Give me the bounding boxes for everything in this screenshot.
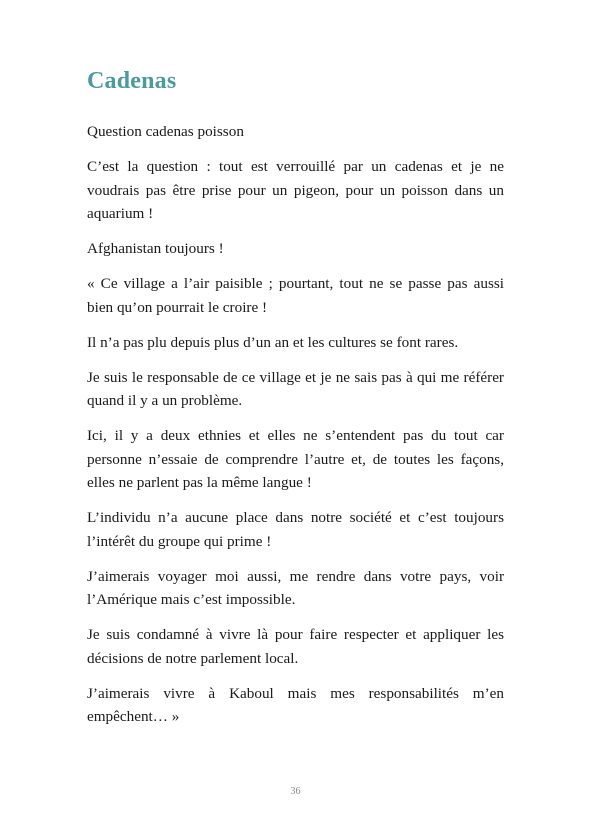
paragraph: Question cadenas poisson	[87, 123, 244, 140]
paragraph: C’est la question : tout est verrouillé par un cadenas et je ne voudrais pas être prise pour un pigeon, pour un poisson dans un aquarium !	[87, 158, 504, 222]
paragraph: J’aimerais vivre à Kaboul mais mes responsabilités m’en empêchent… »	[87, 684, 504, 725]
paragraph: J’aimerais voyager moi aussi, me rendre dans votre pays, voir l’Amérique mais c’est impossible.	[87, 567, 504, 608]
paragraph: « Ce village a l’air paisible ; pourtant, tout ne se passe pas aussi bien qu’on pourrait le croire !	[87, 275, 504, 316]
paragraph: Afghanistan toujours !	[87, 240, 224, 257]
paragraph: Je suis le responsable de ce village et je ne sais pas à qui me référer quand il y a un problème.	[87, 368, 504, 409]
page-number: 36	[290, 786, 301, 797]
paragraph: Je suis condamné à vivre là pour faire respecter et appliquer les décisions de notre parlement local.	[87, 626, 504, 667]
paragraph: L’individu n’a aucune place dans notre société et c’est toujours l’intérêt du groupe qui prime !	[87, 509, 504, 550]
paragraph: Il n’a pas plu depuis plus d’un an et les cultures se font rares.	[87, 333, 459, 351]
paragraph: Ici, il y a deux ethnies et elles ne s’entendent pas du tout car personne n’essaie de comprendre l’autre et, de toutes les façons, elles ne parlent pas la même langue !	[87, 427, 504, 491]
chapter-body	[87, 120, 504, 740]
chapter-title: Cadenas	[87, 68, 177, 94]
